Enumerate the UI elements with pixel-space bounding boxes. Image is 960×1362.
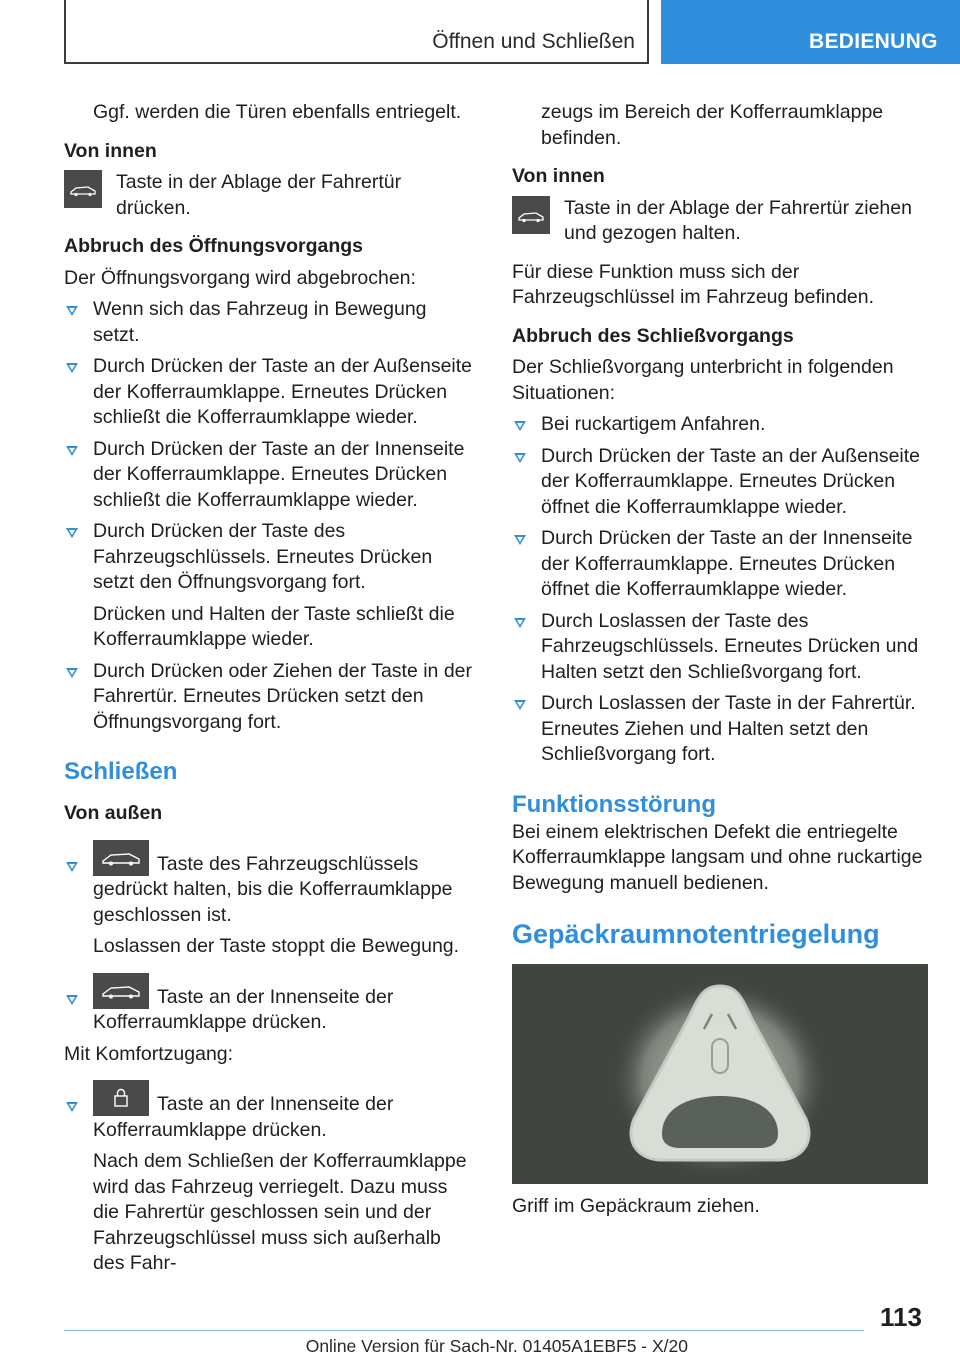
triangle-bullet-icon — [66, 1102, 78, 1112]
paragraph: Der Schließvorgang unterbricht in folgenden Situationen: — [512, 356, 894, 404]
list-item-note: Drücken und Halten der Taste schließt die Kofferraumklappe wieder. — [93, 602, 455, 650]
subheading-von-aussen: Von außen — [64, 802, 163, 824]
subheading-von-innen: Von innen — [512, 165, 605, 187]
car-trunk-icon — [64, 170, 102, 208]
car-trunk-icon — [93, 973, 149, 1009]
list-item: Durch Drücken der Taste des Fahrzeugschlüssels. Erneutes Drücken setzt den Öffnungsvorgang fort. Drücken und Halten der Taste schließt die Kofferraumklappe wieder. — [64, 519, 474, 653]
list-item-note: Nach dem Schließen der Kofferraumklappe wird das Fahrzeug verriegelt. Dazu muss die Fahrertür geschlossen sein und der Fahrzeugschlüssel muss sich außerhalb des Fahr- — [93, 1150, 467, 1274]
list-item: Taste des Fahrzeugschlüssels gedrückt halten, bis die Kofferraumklappe geschlossen ist. Loslassen der Taste stoppt die Bewegung. — [64, 840, 474, 960]
subheading-abbruch-schliessung: Abbruch des Schließvorgangs — [512, 324, 794, 347]
list-item: Durch Drücken der Taste an der Innenseite der Kofferraumklappe. Erneutes Drücken schließt die Kofferraumklappe wieder. — [64, 437, 474, 514]
icon-paragraph — [512, 196, 932, 247]
list-item: Durch Loslassen der Taste des Fahrzeugschlüssels. Erneutes Drücken und Halten setzt den Schließvorgang fort. — [512, 609, 932, 686]
triangle-bullet-icon — [66, 862, 78, 872]
list-item: Taste an der Innenseite der Kofferraumklappe drücken. — [64, 973, 474, 1036]
paragraph: Bei einem elektrischen Defekt die entriegelte Kofferraumklappe langsam und ohne ruckartige Bewegung manuell bedienen. — [512, 820, 923, 894]
left-column — [64, 100, 474, 1277]
triangle-bullet-icon — [66, 446, 78, 456]
header-section-tab[interactable] — [661, 0, 960, 64]
list-item: Durch Drücken der Taste an der Außenseite der Kofferraumklappe. Erneutes Drücken öffnet die Kofferraumklappe wieder. — [512, 444, 932, 521]
list-item: Bei ruckartigem Anfahren. — [512, 412, 932, 438]
paragraph: Taste in der Ablage der Fahrertür ziehen und gezogen halten. — [564, 196, 912, 244]
triangle-bullet-icon — [66, 995, 78, 1005]
paragraph: Taste in der Ablage der Fahrertür drücken. — [116, 171, 402, 219]
list-item: Durch Drücken der Taste an der Innenseite der Kofferraumklappe. Erneutes Drücken öffnet die Kofferraumklappe wieder. — [512, 526, 932, 603]
paragraph: Der Öffnungsvorgang wird abgebrochen: — [64, 266, 416, 289]
subheading-abbruch-oeffnung: Abbruch des Öffnungsvorgangs — [64, 235, 364, 257]
paragraph: Für diese Funktion muss sich der Fahrzeugschlüssel im Fahrzeug befinden. — [512, 260, 875, 308]
list-item: Taste an der Innenseite der Kofferraumklappe drücken. Nach dem Schließen der Kofferraumklappe wird das Fahrzeug verriegelt. Dazu muss die Fahrertür geschlossen sein und der Fahrzeugschlüssel muss sich außerhalb des Fahr- — [64, 1080, 474, 1277]
section-heading-notentriegelung: Gepäckraumnotentriegelung — [512, 919, 880, 949]
list-item: Durch Loslassen der Taste in der Fahrertür. Erneutes Ziehen und Halten setzt den Schließvorgang fort. — [512, 691, 932, 768]
paragraph: zeugs im Bereich der Kofferraumklappe befinden. — [541, 101, 884, 149]
triangle-bullet-icon — [66, 363, 78, 373]
header-chapter-box — [64, 0, 649, 64]
list-item: Wenn sich das Fahrzeug in Bewegung setzt. — [64, 297, 474, 348]
paragraph: Ggf. werden die Türen ebenfalls entriegelt. — [93, 101, 462, 123]
page-number: 113 — [880, 1302, 922, 1332]
photo-caption: Griff im Gepäckraum ziehen. — [512, 1195, 760, 1217]
triangle-bullet-icon — [514, 535, 526, 545]
footer-divider — [64, 1330, 864, 1331]
triangle-bullet-icon — [514, 453, 526, 463]
section-heading-schliessen: Schließen — [64, 758, 178, 785]
section-heading-stoerung: Funktionsstörung — [512, 790, 716, 818]
emergency-release-photo — [512, 964, 928, 1184]
triangle-bullet-icon — [66, 668, 78, 678]
triangle-bullet-icon — [66, 306, 78, 316]
car-trunk-icon — [512, 196, 550, 234]
car-trunk-icon — [93, 840, 149, 876]
subheading-von-innen: Von innen — [64, 139, 157, 162]
triangle-bullet-icon — [514, 700, 526, 710]
lock-icon — [93, 1080, 149, 1116]
footer-text: Online Version für Sach-Nr. 01405A1EBF5 - X/20 — [305, 1336, 688, 1356]
triangle-bullet-icon — [66, 528, 78, 538]
list-item: Durch Drücken der Taste an der Außenseite der Kofferraumklappe. Erneutes Drücken schließt die Kofferraumklappe wieder. — [64, 354, 474, 431]
list-item-note: Loslassen der Taste stoppt die Bewegung. — [93, 935, 460, 957]
triangle-bullet-icon — [514, 421, 526, 431]
header-chapter: Öffnen und Schließen — [432, 30, 635, 53]
right-column — [512, 100, 932, 1220]
paragraph: Mit Komfortzugang: — [64, 1042, 234, 1065]
triangle-bullet-icon — [514, 618, 526, 628]
icon-paragraph — [64, 170, 474, 221]
list-item: Durch Drücken oder Ziehen der Taste in der Fahrertür. Erneutes Drücken setzt den Öffnungsvorgang fort. — [64, 659, 474, 736]
header-section: BEDIENUNG — [809, 30, 938, 53]
